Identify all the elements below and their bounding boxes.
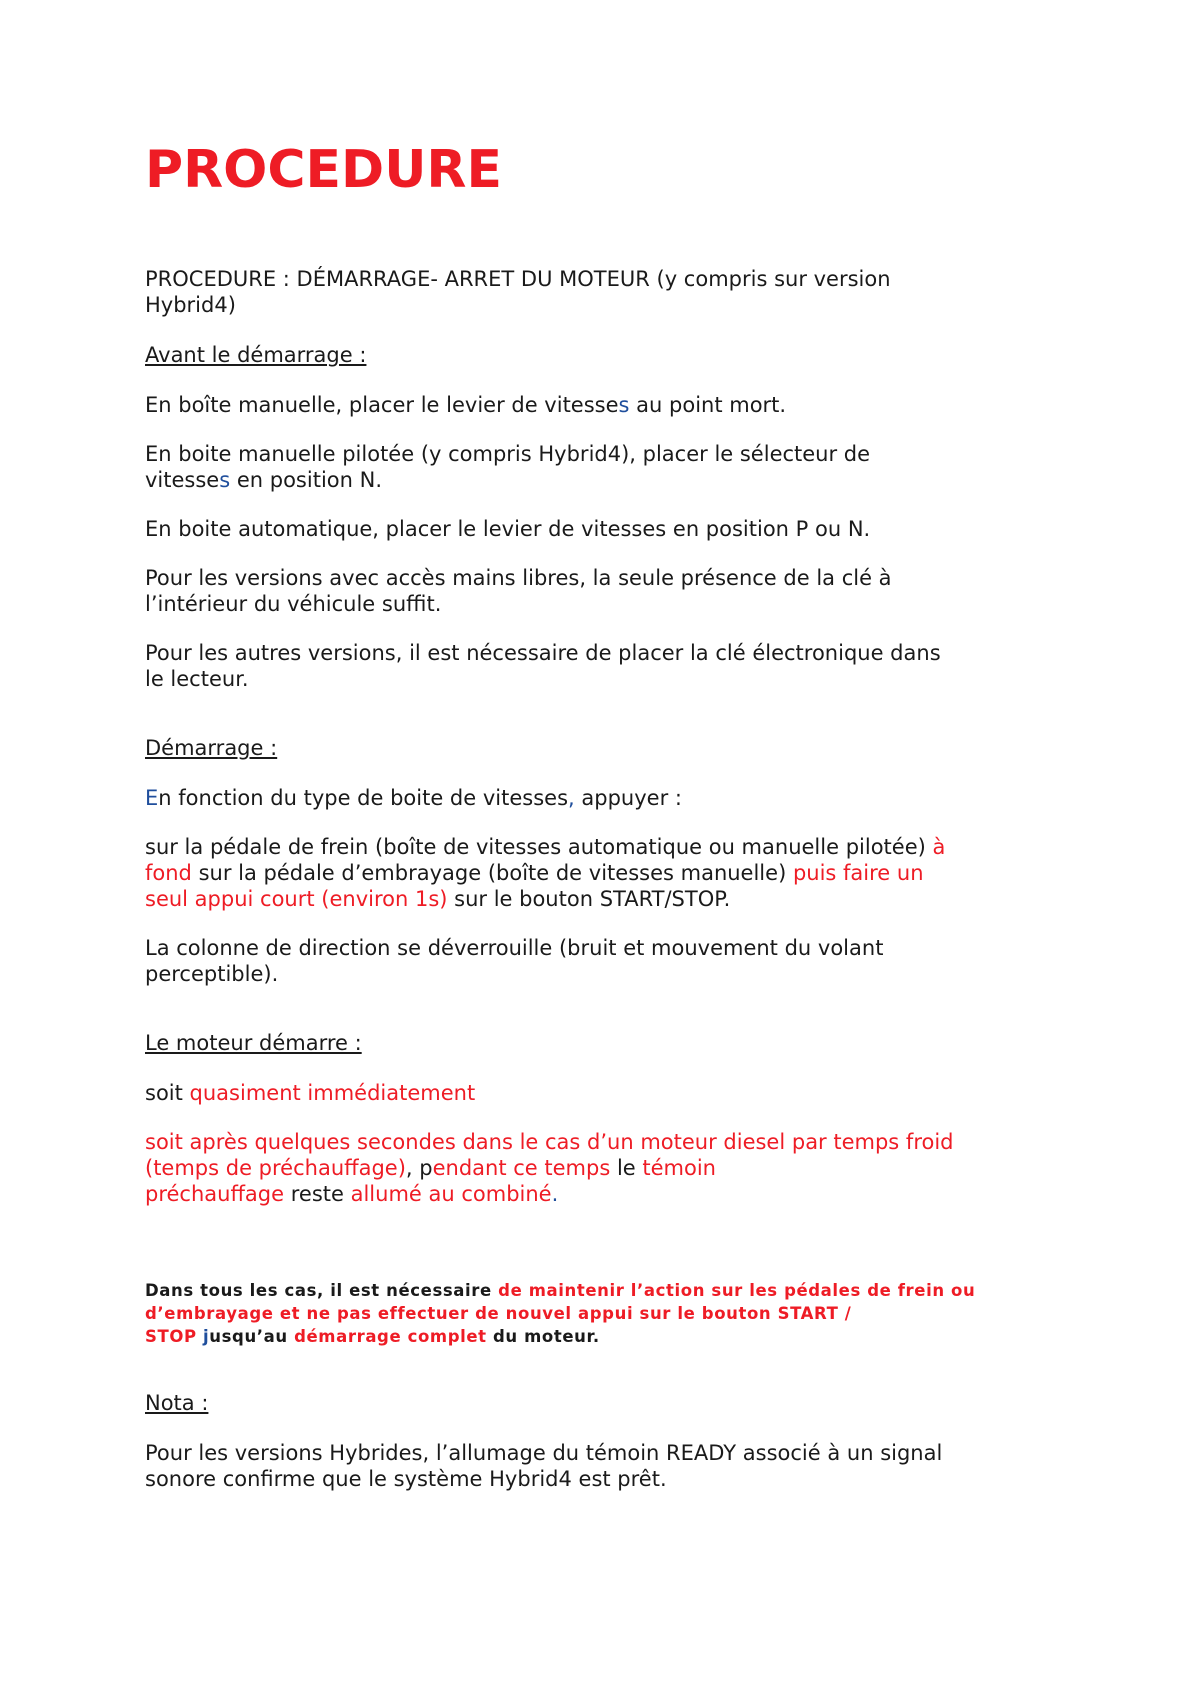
document-title: PROCEDURE — [145, 140, 502, 200]
paragraph-pedale-frein — [145, 834, 1075, 912]
section-heading-moteur: Le moteur démarre : — [145, 1031, 362, 1055]
text-segment: allumé au combiné — [350, 1182, 552, 1206]
text-segment: préchauffage — [145, 1182, 285, 1206]
text-segment: soit — [145, 1081, 190, 1105]
procedure-subtitle — [145, 266, 1075, 318]
text-line: sonore confirme que le système Hybrid4 est prêt. — [145, 1467, 667, 1491]
text-segment: (temps de préchauffage) — [145, 1156, 406, 1180]
text-segment: sur la pédale de frein (boîte de vitesses automatique ou manuelle pilotée) — [145, 835, 933, 859]
text-segment: de maintenir l’action sur les pédales de frein ou — [498, 1281, 976, 1300]
paragraph-soit-immediat — [145, 1080, 1075, 1106]
text-segment: vitesse — [145, 468, 220, 492]
text-segment: s — [219, 468, 231, 492]
text-segment: sur le bouton START/STOP. — [447, 887, 731, 911]
paragraph-soit-apres — [145, 1129, 1075, 1207]
text-segment: STOP — [145, 1327, 197, 1346]
text-segment: appuyer : — [574, 786, 682, 810]
text-segment: du moteur. — [486, 1327, 600, 1346]
text-segment: endant ce temps — [432, 1156, 611, 1180]
subtitle-line-2: Hybrid4) — [145, 293, 236, 317]
paragraph-fonction-boite — [145, 785, 1075, 811]
text-segment: Dans tous les cas, il est nécessaire — [145, 1281, 499, 1300]
document-page — [145, 140, 1075, 1492]
text-segment: n fonction du type de boite de vitesses — [158, 786, 569, 810]
section-heading-nota: Nota : — [145, 1391, 209, 1415]
text-line: le lecteur. — [145, 667, 249, 691]
text-segment: puis faire un — [792, 861, 924, 885]
text-segment: seul appui court (environ 1s) — [145, 887, 448, 911]
text-line: l’intérieur du véhicule suffit. — [145, 592, 442, 616]
text-segment: E — [145, 786, 159, 810]
paragraph-boite-manuelle — [145, 392, 1075, 418]
text-segment: reste — [284, 1182, 351, 1206]
text-segment: . — [551, 1182, 559, 1206]
text-segment: d’embrayage et ne pas effectuer de nouvel appui sur le bouton START / — [145, 1304, 852, 1323]
paragraph-boite-pilotee — [145, 441, 1075, 493]
paragraph-note-tous-cas — [145, 1279, 1075, 1348]
text-segment: , — [568, 786, 575, 810]
paragraph-autres-versions — [145, 640, 1075, 692]
text-segment: soit après quelques secondes dans le cas d’un moteur diesel par temps froid — [145, 1130, 954, 1154]
text-segment: témoin — [642, 1156, 716, 1180]
text-segment: quasiment immédiatement — [189, 1081, 476, 1105]
text-segment: le — [610, 1156, 643, 1180]
paragraph-mains-libres — [145, 565, 1075, 617]
text-segment: au point mort. — [629, 393, 787, 417]
text-segment: En boite manuelle pilotée (y compris Hybrid4), placer le sélecteur de — [145, 442, 871, 466]
text-segment: sur la pédale d’embrayage (boîte de vitesses manuelle) — [191, 861, 793, 885]
text-segment: s — [618, 393, 630, 417]
text-segment: démarrage complet — [294, 1327, 487, 1346]
subtitle-line-1: PROCEDURE : DÉMARRAGE- ARRET DU MOTEUR (y compris sur version — [145, 267, 891, 291]
text-line: Pour les autres versions, il est nécessaire de placer la clé électronique dans — [145, 641, 941, 665]
text-segment: en position N. — [230, 468, 382, 492]
text-line: Pour les versions Hybrides, l’allumage du témoin READY associé à un signal — [145, 1441, 943, 1465]
text-segment: usqu’au — [209, 1327, 295, 1346]
text-line: Pour les versions avec accès mains libres, la seule présence de la clé à — [145, 566, 892, 590]
text-line: perceptible). — [145, 962, 279, 986]
section-heading-demarrage: Démarrage : — [145, 736, 278, 760]
text-segment: à — [932, 835, 946, 859]
paragraph-boite-automatique: En boite automatique, placer le levier de vitesses en position P ou N. — [145, 517, 871, 541]
paragraph-colonne-direction — [145, 935, 1075, 987]
text-segment: En boîte manuelle, placer le levier de vitesse — [145, 393, 619, 417]
text-line: La colonne de direction se déverrouille (bruit et mouvement du volant — [145, 936, 884, 960]
paragraph-nota — [145, 1440, 1075, 1492]
text-segment: j — [196, 1327, 210, 1346]
text-segment: , p — [405, 1156, 433, 1180]
section-heading-avant: Avant le démarrage : — [145, 343, 367, 367]
text-segment: fond — [145, 861, 192, 885]
